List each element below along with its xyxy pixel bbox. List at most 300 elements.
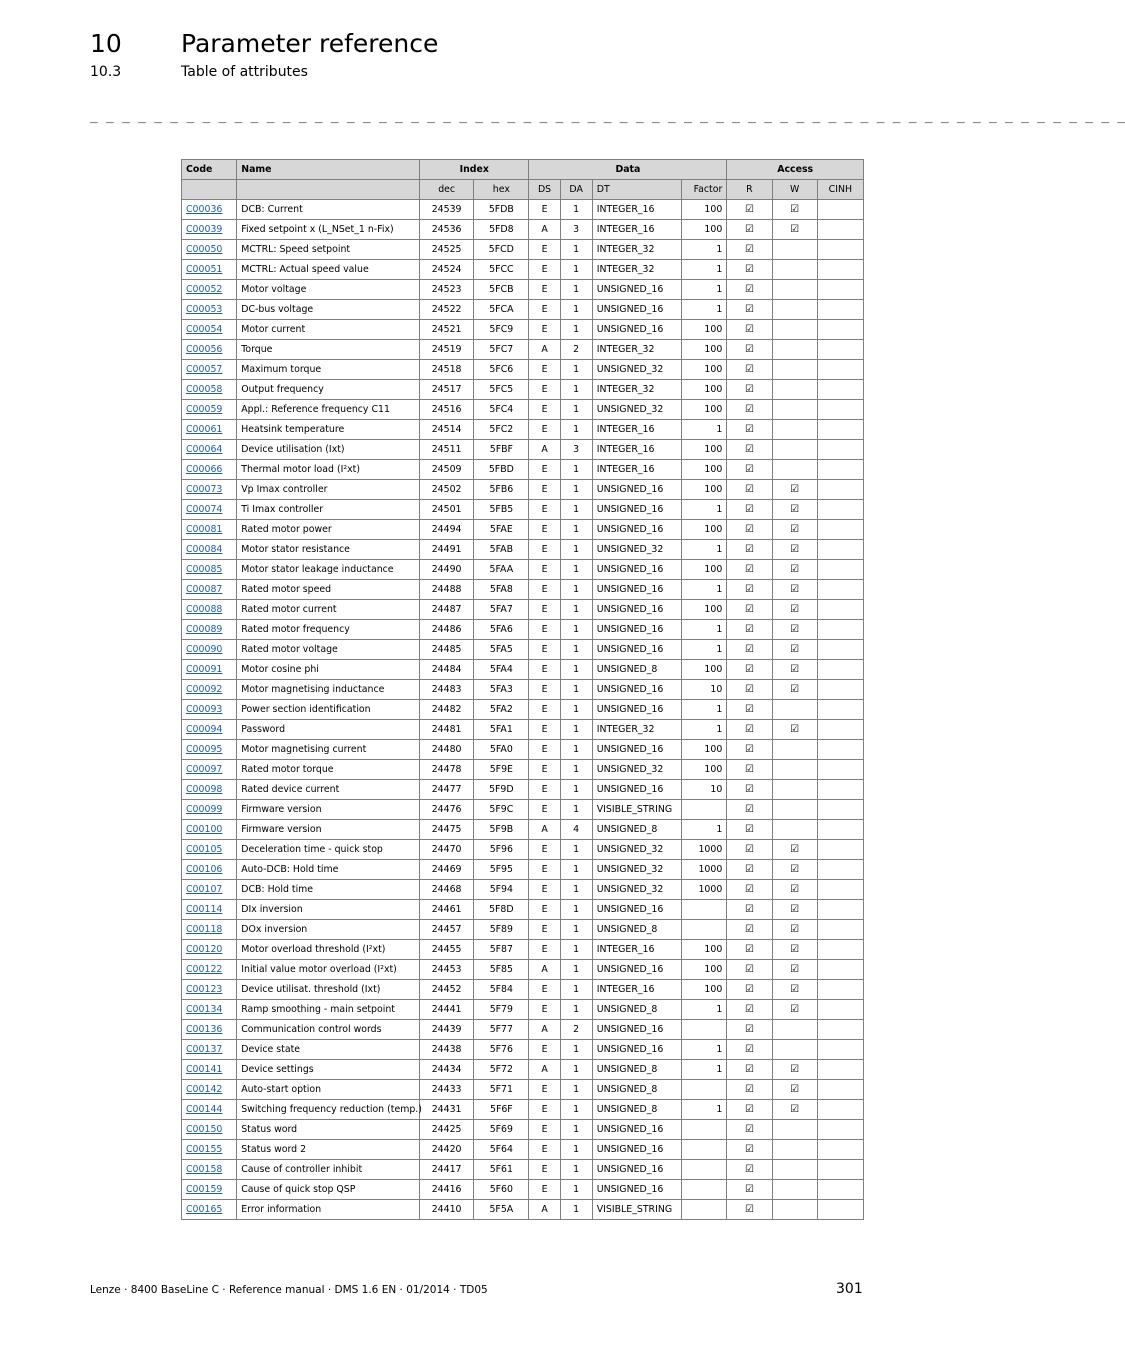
- cell-dt: UNSIGNED_16: [592, 640, 681, 660]
- cell-factor: 100: [682, 360, 727, 380]
- cell-index-hex: 5FC6: [474, 360, 529, 380]
- cell-da: 1: [560, 400, 592, 420]
- cell-index-dec: 24461: [420, 900, 474, 920]
- cell-access-r: ☑: [727, 780, 772, 800]
- code-link[interactable]: C00144: [186, 1104, 223, 1115]
- cell-ds: E: [529, 540, 560, 560]
- cell-access-cinh: [817, 720, 863, 740]
- cell-factor: 100: [682, 740, 727, 760]
- code-link[interactable]: C00136: [186, 1024, 223, 1035]
- cell-factor: 100: [682, 460, 727, 480]
- chapter-title: Parameter reference: [181, 29, 439, 58]
- cell-access-w: ☑: [772, 540, 817, 560]
- cell-index-hex: 5FCC: [474, 260, 529, 280]
- cell-code: [182, 900, 237, 920]
- cell-name: Thermal motor load (I²xt): [237, 460, 420, 480]
- cell-index-hex: 5FCA: [474, 300, 529, 320]
- code-link[interactable]: C00118: [186, 924, 223, 935]
- cell-ds: E: [529, 980, 560, 1000]
- cell-index-hex: 5FD8: [474, 220, 529, 240]
- code-link[interactable]: C00074: [186, 504, 223, 515]
- code-link[interactable]: C00094: [186, 724, 223, 735]
- cell-index-dec: 24469: [420, 860, 474, 880]
- cell-index-hex: 5FAB: [474, 540, 529, 560]
- cell-factor: 100: [682, 560, 727, 580]
- cell-ds: A: [529, 440, 560, 460]
- cell-index-hex: 5FA5: [474, 640, 529, 660]
- cell-code: [182, 800, 237, 820]
- cell-dt: UNSIGNED_32: [592, 540, 681, 560]
- cell-dt: INTEGER_16: [592, 980, 681, 1000]
- code-link[interactable]: C00057: [186, 364, 223, 375]
- code-link[interactable]: C00099: [186, 804, 223, 815]
- code-link[interactable]: C00056: [186, 344, 223, 355]
- table-row: [182, 420, 864, 440]
- cell-index-hex: 5FC7: [474, 340, 529, 360]
- cell-ds: A: [529, 1200, 560, 1220]
- cell-access-cinh: [817, 640, 863, 660]
- cell-access-w: ☑: [772, 960, 817, 980]
- cell-dt: UNSIGNED_16: [592, 300, 681, 320]
- cell-access-r: ☑: [727, 820, 772, 840]
- cell-index-dec: 24488: [420, 580, 474, 600]
- code-link[interactable]: C00105: [186, 844, 223, 855]
- cell-factor: [682, 1200, 727, 1220]
- cell-da: 1: [560, 300, 592, 320]
- code-link[interactable]: C00159: [186, 1184, 223, 1195]
- cell-access-cinh: [817, 1080, 863, 1100]
- cell-da: 1: [560, 1100, 592, 1120]
- cell-ds: E: [529, 640, 560, 660]
- cell-da: 1: [560, 1080, 592, 1100]
- cell-index-dec: 24441: [420, 1000, 474, 1020]
- cell-ds: E: [529, 260, 560, 280]
- cell-access-cinh: [817, 600, 863, 620]
- cell-ds: A: [529, 1020, 560, 1040]
- cell-factor: 10: [682, 780, 727, 800]
- code-link[interactable]: C00107: [186, 884, 223, 895]
- code-link[interactable]: C00091: [186, 664, 223, 675]
- cell-code: [182, 240, 237, 260]
- cell-dt: UNSIGNED_16: [592, 560, 681, 580]
- cell-access-w: ☑: [772, 980, 817, 1000]
- cell-da: 1: [560, 600, 592, 620]
- subheader-name-blank: [237, 180, 420, 200]
- cell-dt: VISIBLE_STRING: [592, 1200, 681, 1220]
- cell-access-w: ☑: [772, 1080, 817, 1100]
- cell-index-hex: 5F5A: [474, 1200, 529, 1220]
- table-row: [182, 240, 864, 260]
- cell-access-w: [772, 420, 817, 440]
- cell-access-w: [772, 260, 817, 280]
- cell-index-hex: 5FAA: [474, 560, 529, 580]
- cell-access-cinh: [817, 760, 863, 780]
- cell-access-cinh: [817, 1200, 863, 1220]
- cell-index-hex: 5F84: [474, 980, 529, 1000]
- cell-ds: E: [529, 620, 560, 640]
- cell-name: DCB: Current: [237, 200, 420, 220]
- cell-factor: 1: [682, 580, 727, 600]
- cell-da: 1: [560, 500, 592, 520]
- cell-access-cinh: [817, 520, 863, 540]
- cell-index-dec: 24476: [420, 800, 474, 820]
- cell-index-hex: 5F79: [474, 1000, 529, 1020]
- cell-ds: E: [529, 460, 560, 480]
- cell-code: [182, 480, 237, 500]
- header-name: Name: [237, 160, 420, 180]
- cell-factor: [682, 900, 727, 920]
- code-link[interactable]: C00061: [186, 424, 223, 435]
- cell-access-cinh: [817, 580, 863, 600]
- cell-access-r: ☑: [727, 220, 772, 240]
- cell-index-dec: 24502: [420, 480, 474, 500]
- code-link[interactable]: C00064: [186, 444, 223, 455]
- cell-index-hex: 5F89: [474, 920, 529, 940]
- cell-ds: E: [529, 360, 560, 380]
- cell-ds: E: [529, 900, 560, 920]
- cell-factor: [682, 1160, 727, 1180]
- cell-da: 1: [560, 520, 592, 540]
- cell-access-r: ☑: [727, 880, 772, 900]
- cell-ds: E: [529, 800, 560, 820]
- cell-factor: 1: [682, 300, 727, 320]
- cell-access-w: ☑: [772, 580, 817, 600]
- cell-factor: 1: [682, 1100, 727, 1120]
- cell-access-w: [772, 1160, 817, 1180]
- cell-access-w: [772, 740, 817, 760]
- table-row: [182, 1180, 864, 1200]
- cell-code: [182, 680, 237, 700]
- table-row: [182, 1020, 864, 1040]
- cell-index-dec: 24509: [420, 460, 474, 480]
- cell-index-dec: 24475: [420, 820, 474, 840]
- cell-name: Rated motor frequency: [237, 620, 420, 640]
- cell-index-dec: 24470: [420, 840, 474, 860]
- cell-access-w: ☑: [772, 560, 817, 580]
- cell-name: Auto-start option: [237, 1080, 420, 1100]
- code-link[interactable]: C00137: [186, 1044, 223, 1055]
- code-link[interactable]: C00098: [186, 784, 223, 795]
- code-link[interactable]: C00088: [186, 604, 223, 615]
- cell-dt: UNSIGNED_32: [592, 860, 681, 880]
- cell-access-r: ☑: [727, 1120, 772, 1140]
- cell-access-w: ☑: [772, 200, 817, 220]
- cell-da: 1: [560, 540, 592, 560]
- code-link[interactable]: C00092: [186, 684, 223, 695]
- table-row: [182, 1040, 864, 1060]
- code-link[interactable]: C00158: [186, 1164, 223, 1175]
- cell-ds: E: [529, 660, 560, 680]
- cell-ds: E: [529, 560, 560, 580]
- table-row: [182, 440, 864, 460]
- cell-access-cinh: [817, 320, 863, 340]
- cell-code: [182, 820, 237, 840]
- cell-index-hex: 5F64: [474, 1140, 529, 1160]
- cell-access-cinh: [817, 1040, 863, 1060]
- cell-index-hex: 5FA8: [474, 580, 529, 600]
- code-link[interactable]: C00095: [186, 744, 223, 755]
- table-row: [182, 600, 864, 620]
- cell-name: DC-bus voltage: [237, 300, 420, 320]
- cell-index-dec: 24468: [420, 880, 474, 900]
- code-link[interactable]: C00058: [186, 384, 223, 395]
- cell-da: 1: [560, 1040, 592, 1060]
- cell-code: [182, 780, 237, 800]
- code-link[interactable]: C00141: [186, 1064, 223, 1075]
- cell-index-hex: 5FA6: [474, 620, 529, 640]
- code-link[interactable]: C00089: [186, 624, 223, 635]
- cell-factor: 100: [682, 520, 727, 540]
- cell-name: DIx inversion: [237, 900, 420, 920]
- code-link[interactable]: C00090: [186, 644, 223, 655]
- cell-access-r: ☑: [727, 1180, 772, 1200]
- code-link[interactable]: C00114: [186, 904, 223, 915]
- cell-factor: 1: [682, 720, 727, 740]
- cell-index-hex: 5F76: [474, 1040, 529, 1060]
- code-link[interactable]: C00053: [186, 304, 223, 315]
- cell-access-cinh: [817, 1140, 863, 1160]
- cell-index-dec: 24416: [420, 1180, 474, 1200]
- cell-index-hex: 5F72: [474, 1060, 529, 1080]
- cell-name: Power section identification: [237, 700, 420, 720]
- cell-index-dec: 24482: [420, 700, 474, 720]
- cell-index-dec: 24491: [420, 540, 474, 560]
- cell-index-hex: 5FC5: [474, 380, 529, 400]
- cell-ds: A: [529, 960, 560, 980]
- cell-access-cinh: [817, 1000, 863, 1020]
- cell-name: Motor magnetising current: [237, 740, 420, 760]
- cell-access-w: ☑: [772, 1100, 817, 1120]
- cell-ds: E: [529, 320, 560, 340]
- table-row: [182, 1140, 864, 1160]
- cell-access-r: ☑: [727, 1200, 772, 1220]
- cell-index-hex: 5F96: [474, 840, 529, 860]
- cell-name: Status word: [237, 1120, 420, 1140]
- cell-access-w: ☑: [772, 500, 817, 520]
- code-link[interactable]: C00134: [186, 1004, 223, 1015]
- code-link[interactable]: C00100: [186, 824, 223, 835]
- cell-index-hex: 5FBD: [474, 460, 529, 480]
- cell-index-dec: 24501: [420, 500, 474, 520]
- code-link[interactable]: C00106: [186, 864, 223, 875]
- cell-access-r: ☑: [727, 460, 772, 480]
- header-separator: _ _ _ _ _ _ _ _ _ _ _ _ _ _ _ _ _ _ _ _ _ _ _ _ _ _ _ _ _ _ _ _ _ _ _ _ _ _ _ _ _ _ _ _ _ _ _ _ _ _ _ _ _ _ _ _ _ _ _ _ _ _ _ _ _: [90, 109, 1125, 124]
- code-link[interactable]: C00054: [186, 324, 223, 335]
- code-link[interactable]: C00036: [186, 204, 223, 215]
- cell-da: 1: [560, 680, 592, 700]
- code-link[interactable]: C00122: [186, 964, 223, 975]
- cell-access-w: [772, 1040, 817, 1060]
- code-link[interactable]: C00050: [186, 244, 223, 255]
- cell-index-hex: 5FA2: [474, 700, 529, 720]
- cell-index-dec: 24485: [420, 640, 474, 660]
- cell-da: 1: [560, 560, 592, 580]
- subheader-da: DA: [560, 180, 592, 200]
- cell-ds: E: [529, 920, 560, 940]
- cell-code: [182, 1160, 237, 1180]
- cell-access-r: ☑: [727, 680, 772, 700]
- code-link[interactable]: C00066: [186, 464, 223, 475]
- cell-access-w: [772, 360, 817, 380]
- table-row: [182, 1060, 864, 1080]
- cell-name: Device utilisation (Ixt): [237, 440, 420, 460]
- cell-access-r: ☑: [727, 300, 772, 320]
- code-link[interactable]: C00150: [186, 1124, 223, 1135]
- cell-access-cinh: [817, 1060, 863, 1080]
- cell-access-cinh: [817, 820, 863, 840]
- cell-da: 1: [560, 240, 592, 260]
- cell-access-cinh: [817, 460, 863, 480]
- code-link[interactable]: C00085: [186, 564, 223, 575]
- cell-dt: UNSIGNED_16: [592, 680, 681, 700]
- cell-index-hex: 5FC4: [474, 400, 529, 420]
- cell-access-r: ☑: [727, 640, 772, 660]
- cell-da: 1: [560, 200, 592, 220]
- cell-access-w: [772, 400, 817, 420]
- cell-access-cinh: [817, 560, 863, 580]
- cell-code: [182, 1000, 237, 1020]
- cell-da: 1: [560, 860, 592, 880]
- cell-da: 1: [560, 1160, 592, 1180]
- cell-dt: UNSIGNED_8: [592, 660, 681, 680]
- code-link[interactable]: C00051: [186, 264, 223, 275]
- code-link[interactable]: C00073: [186, 484, 223, 495]
- code-link[interactable]: C00165: [186, 1204, 223, 1215]
- cell-factor: 100: [682, 320, 727, 340]
- cell-factor: 100: [682, 600, 727, 620]
- cell-factor: 1000: [682, 840, 727, 860]
- table-row: [182, 720, 864, 740]
- footer-document-info: Lenze · 8400 BaseLine C · Reference manual · DMS 1.6 EN · 01/2014 · TD05: [90, 1284, 488, 1296]
- cell-access-r: ☑: [727, 860, 772, 880]
- cell-access-cinh: [817, 1020, 863, 1040]
- cell-name: Heatsink temperature: [237, 420, 420, 440]
- cell-index-dec: 24481: [420, 720, 474, 740]
- cell-name: Motor magnetising inductance: [237, 680, 420, 700]
- cell-access-r: ☑: [727, 600, 772, 620]
- code-link[interactable]: C00084: [186, 544, 223, 555]
- code-link[interactable]: C00155: [186, 1144, 223, 1155]
- cell-index-hex: 5F61: [474, 1160, 529, 1180]
- cell-code: [182, 620, 237, 640]
- cell-access-cinh: [817, 880, 863, 900]
- code-link[interactable]: C00081: [186, 524, 223, 535]
- cell-factor: 100: [682, 220, 727, 240]
- cell-dt: UNSIGNED_16: [592, 600, 681, 620]
- cell-dt: UNSIGNED_16: [592, 1020, 681, 1040]
- cell-factor: 1: [682, 620, 727, 640]
- cell-factor: 1: [682, 640, 727, 660]
- cell-access-r: ☑: [727, 620, 772, 640]
- table-row: [182, 820, 864, 840]
- cell-code: [182, 940, 237, 960]
- cell-ds: E: [529, 420, 560, 440]
- cell-dt: UNSIGNED_16: [592, 500, 681, 520]
- code-link[interactable]: C00123: [186, 984, 223, 995]
- subheader-r: R: [727, 180, 772, 200]
- cell-name: Vp Imax controller: [237, 480, 420, 500]
- cell-access-cinh: [817, 540, 863, 560]
- cell-ds: E: [529, 200, 560, 220]
- cell-access-r: ☑: [727, 400, 772, 420]
- cell-factor: [682, 920, 727, 940]
- cell-code: [182, 300, 237, 320]
- code-link[interactable]: C00097: [186, 764, 223, 775]
- code-link[interactable]: C00087: [186, 584, 223, 595]
- cell-access-r: ☑: [727, 260, 772, 280]
- cell-index-dec: 24487: [420, 600, 474, 620]
- cell-dt: UNSIGNED_8: [592, 1060, 681, 1080]
- code-link[interactable]: C00120: [186, 944, 223, 955]
- cell-access-cinh: [817, 200, 863, 220]
- cell-da: 1: [560, 280, 592, 300]
- code-link[interactable]: C00052: [186, 284, 223, 295]
- cell-index-dec: 24539: [420, 200, 474, 220]
- cell-index-hex: 5F9B: [474, 820, 529, 840]
- cell-access-r: ☑: [727, 660, 772, 680]
- cell-factor: 100: [682, 940, 727, 960]
- cell-access-r: ☑: [727, 340, 772, 360]
- cell-index-hex: 5FBF: [474, 440, 529, 460]
- chapter-number: 10: [90, 29, 122, 58]
- table-row: [182, 380, 864, 400]
- cell-index-dec: 24519: [420, 340, 474, 360]
- table-row: [182, 1120, 864, 1140]
- cell-dt: UNSIGNED_8: [592, 1080, 681, 1100]
- cell-dt: UNSIGNED_16: [592, 960, 681, 980]
- code-link[interactable]: C00039: [186, 224, 223, 235]
- cell-factor: 100: [682, 340, 727, 360]
- code-link[interactable]: C00093: [186, 704, 223, 715]
- cell-code: [182, 960, 237, 980]
- cell-index-hex: 5F77: [474, 1020, 529, 1040]
- cell-dt: UNSIGNED_16: [592, 480, 681, 500]
- cell-ds: E: [529, 300, 560, 320]
- cell-access-w: ☑: [772, 940, 817, 960]
- cell-name: Communication control words: [237, 1020, 420, 1040]
- cell-code: [182, 260, 237, 280]
- cell-dt: UNSIGNED_16: [592, 1140, 681, 1160]
- cell-name: Maximum torque: [237, 360, 420, 380]
- cell-index-hex: 5F9E: [474, 760, 529, 780]
- cell-ds: E: [529, 760, 560, 780]
- cell-code: [182, 540, 237, 560]
- cell-access-r: ☑: [727, 760, 772, 780]
- cell-factor: 100: [682, 440, 727, 460]
- code-link[interactable]: C00059: [186, 404, 223, 415]
- cell-factor: 1: [682, 820, 727, 840]
- cell-index-dec: 24486: [420, 620, 474, 640]
- cell-name: Deceleration time - quick stop: [237, 840, 420, 860]
- cell-name: Motor overload threshold (I²xt): [237, 940, 420, 960]
- table-row: [182, 320, 864, 340]
- cell-factor: 1: [682, 540, 727, 560]
- cell-index-dec: 24484: [420, 660, 474, 680]
- cell-access-r: ☑: [727, 720, 772, 740]
- cell-access-w: ☑: [772, 220, 817, 240]
- cell-name: Motor cosine phi: [237, 660, 420, 680]
- cell-access-w: [772, 1140, 817, 1160]
- cell-access-w: ☑: [772, 620, 817, 640]
- cell-index-dec: 24420: [420, 1140, 474, 1160]
- code-link[interactable]: C00142: [186, 1084, 223, 1095]
- cell-index-dec: 24514: [420, 420, 474, 440]
- table-row: [182, 340, 864, 360]
- cell-factor: 1000: [682, 860, 727, 880]
- cell-dt: INTEGER_16: [592, 200, 681, 220]
- table-row: [182, 560, 864, 580]
- table-row: [182, 960, 864, 980]
